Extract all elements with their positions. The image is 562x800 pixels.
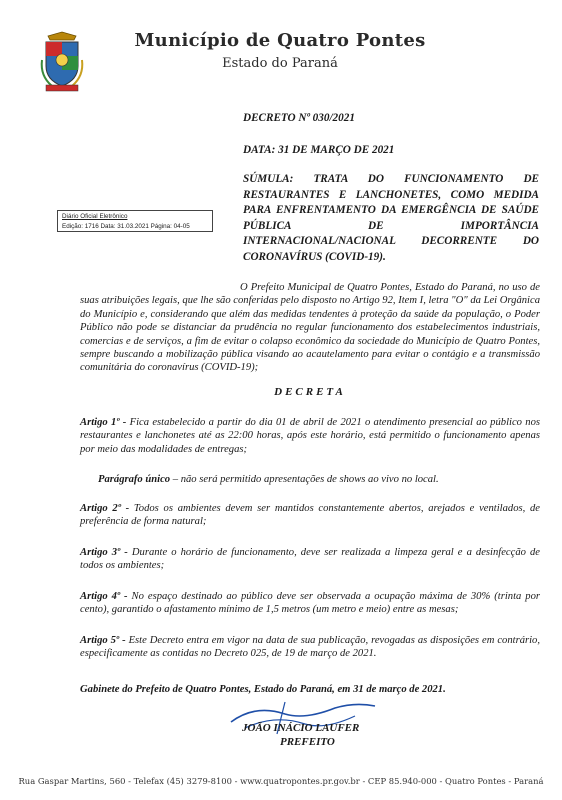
paragraph-unico bbox=[80, 473, 540, 486]
article-2 bbox=[80, 502, 540, 529]
signer-name: JOÃO INÁCIO LAUFER bbox=[242, 722, 360, 734]
article-label: Artigo 4º - bbox=[80, 591, 128, 602]
article-text: Durante o horário de funcionamento, deve ser realizada a limpeza geral e a desinfecção de todos os ambientes; bbox=[80, 547, 540, 572]
article-5 bbox=[80, 634, 540, 661]
gazette-edition: Edição: 1716 Data: 31.03.2021 Página: 04-05 bbox=[62, 222, 190, 230]
article-3 bbox=[80, 546, 540, 573]
decree-summary: SÚMULA: TRATA DO FUNCIONAMENTO DE RESTAURANTES E LANCHONETES, COMO MEDIDA PARA ENFRENTAMENTO DA EMERGÊNCIA DE SAÚDE PÚBLICA DE IMPORTÂNCIA INTERNACIONAL/NACIONAL DECORRENTE DO CORONAVÍRUS (COVID-19). bbox=[243, 173, 539, 263]
article-1 bbox=[80, 416, 540, 456]
article-text: No espaço destinado ao público deve ser observada a ocupação máxima de 30% (trinta por cento), garantido o afastamento mínimo de 1,5 metros (um metro e meio) entre as mesas; bbox=[80, 591, 540, 616]
state-subtitle: Estado do Paraná bbox=[222, 56, 338, 71]
decree-number: DECRETO Nº 030/2021 bbox=[243, 112, 355, 124]
signer-role: PREFEITO bbox=[280, 736, 335, 748]
article-label: Artigo 2º - bbox=[80, 503, 130, 514]
article-text: Este Decreto entra em vigor na data de sua publicação, revogadas as disposições em contrário, especificamente as contidas no Decreto 025, de 19 de março de 2021. bbox=[80, 635, 540, 660]
article-label: Parágrafo único bbox=[98, 474, 171, 485]
gazette-title: Diário Oficial Eletrônico bbox=[62, 213, 128, 220]
article-4 bbox=[80, 590, 540, 617]
closing-line: Gabinete do Prefeito de Quatro Pontes, Estado do Paraná, em 31 de março de 2021. bbox=[80, 684, 446, 695]
article-text: Fica estabelecido a partir do dia 01 de abril de 2021 o atendimento presencial ao público nos restaurantes e lanchonetes até as 22:00 horas, após este horário, está permitido o funcionamento apenas por meio das modalidades de entregas; bbox=[80, 417, 540, 455]
preamble-paragraph: O Prefeito Municipal de Quatro Pontes, Estado do Paraná, no uso de suas atribuições legais, que lhe são conferidas pelo disposto no Artigo 92, Item I, letra "O" da Lei Orgânica do Município e, considerando que além das medidas tendentes à proteção da saúde da população, o Poder Público não pode se distanciar da prudência no regular funcionamento dos estabelecimentos industriais, comercias e de serviços, a fim de evitar o colapso econômico da sociedade do Município de Quatro Pontes, sempre buscando a mobilização pública visando ao acautelamento para evitar o contágio e a transmissão comunitária do coronavírus (COVID-19); bbox=[80, 282, 540, 374]
article-label: Artigo 5º - bbox=[80, 635, 126, 646]
article-label: Artigo 1º - bbox=[80, 417, 127, 428]
municipality-title: Município de Quatro Pontes bbox=[134, 30, 426, 51]
article-text: Todos os ambientes devem ser mantidos constantemente abertos, arejados e ventilados, de preferência de forma natural; bbox=[80, 503, 540, 528]
coat-of-arms-icon bbox=[38, 30, 86, 94]
article-text: – não será permitido apresentações de shows ao vivo no local. bbox=[170, 474, 439, 485]
footer-address: Rua Gaspar Martins, 560 - Telefax (45) 3279-8100 - www.quatropontes.pr.gov.br - CEP 85.940-000 - Quatro Pontes - Paraná bbox=[18, 776, 544, 786]
decree-date: DATA: 31 DE MARÇO DE 2021 bbox=[243, 144, 395, 156]
decreta-heading: DECRETA bbox=[274, 386, 346, 398]
official-gazette-stamp bbox=[57, 210, 213, 232]
article-label: Artigo 3º - bbox=[80, 547, 128, 558]
